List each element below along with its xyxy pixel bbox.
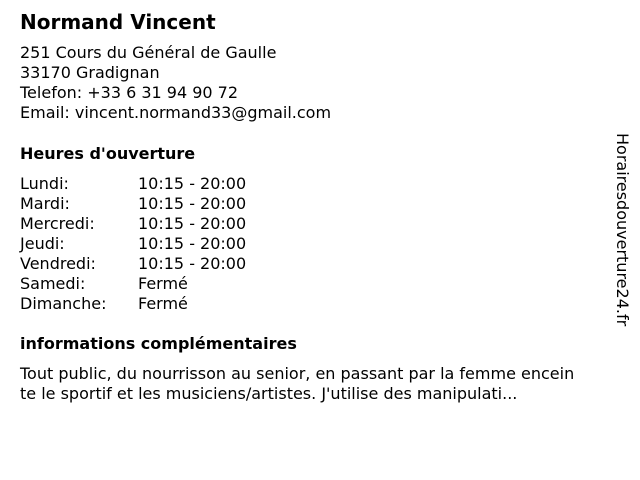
phone-number: Telefon: +33 6 31 94 90 72 <box>20 83 239 102</box>
hours-row-wednesday <box>20 214 246 234</box>
day-label: Samedi: <box>20 274 86 293</box>
info-line: Tout public, du nourrisson au senior, en passant par la femme encein <box>20 364 575 383</box>
hours-row-tuesday <box>20 194 246 214</box>
additional-info-text <box>20 364 626 404</box>
email-address: Email: vincent.normand33@gmail.com <box>20 103 332 122</box>
additional-info-heading: informations complémentaires <box>20 334 297 353</box>
site-watermark: Horairesdouverture24.fr <box>613 133 632 327</box>
hours-row-thursday <box>20 234 246 254</box>
day-label: Mardi: <box>20 194 70 213</box>
day-hours: 10:15 - 20:00 <box>138 214 247 233</box>
hours-row-friday <box>20 254 246 274</box>
business-name: Normand Vincent <box>20 10 216 34</box>
contact-block <box>20 43 331 123</box>
day-hours: Fermé <box>138 294 188 313</box>
day-label: Lundi: <box>20 174 69 193</box>
day-hours: 10:15 - 20:00 <box>138 174 247 193</box>
postal-city: 33170 Gradignan <box>20 63 160 82</box>
day-label: Mercredi: <box>20 214 95 233</box>
day-hours: 10:15 - 20:00 <box>138 234 247 253</box>
day-label: Jeudi: <box>20 234 65 253</box>
hours-row-sunday <box>20 294 246 314</box>
opening-hours-table <box>20 174 246 314</box>
info-line: te le sportif et les musiciens/artistes. J'utilise des manipulati... <box>20 384 518 403</box>
day-hours: Fermé <box>138 274 188 293</box>
day-hours: 10:15 - 20:00 <box>138 194 247 213</box>
day-label: Dimanche: <box>20 294 107 313</box>
hours-row-monday <box>20 174 246 194</box>
hours-row-saturday <box>20 274 246 294</box>
opening-hours-heading: Heures d'ouverture <box>20 144 196 163</box>
street-address: 251 Cours du Général de Gaulle <box>20 43 277 62</box>
day-hours: 10:15 - 20:00 <box>138 254 247 273</box>
day-label: Vendredi: <box>20 254 96 273</box>
